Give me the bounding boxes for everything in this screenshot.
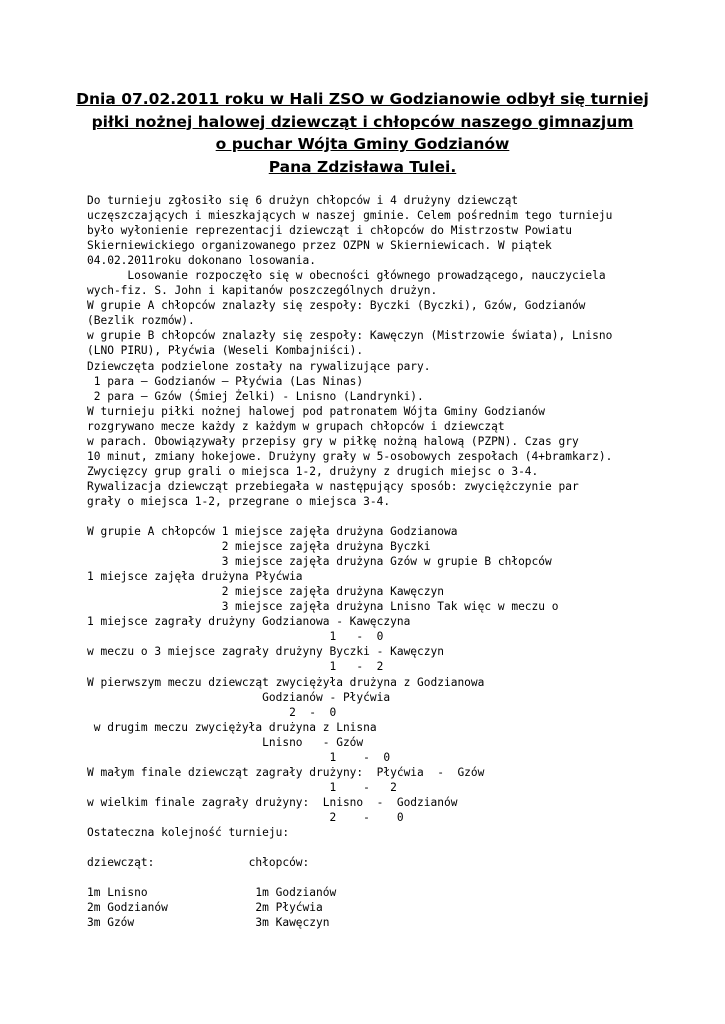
body-line: rozgrywano mecze każdy z każdym w grupach chłopców i dziewcząt — [87, 419, 505, 433]
body-line: wych-fiz. S. John i kapitanów poszczególnych drużyn. — [87, 284, 438, 298]
body-line: 2m Godzianów 2m Płyćwia — [87, 901, 323, 915]
body-line: było wyłonienie reprezentacji dziewcząt i chłopców do Mistrzostw Powiatu — [87, 224, 572, 238]
document-body — [87, 193, 717, 930]
body-line: 1 - 0 — [87, 630, 384, 644]
body-line: Ostateczna kolejność turnieju: — [87, 825, 290, 839]
body-line: 2 - 0 — [87, 705, 337, 719]
body-line: Skierniewickiego organizowanego przez OZPN w Skierniewicach. W piątek — [87, 239, 552, 253]
body-line: 1 para – Godzianów – Płyćwia (Las Ninas) — [87, 374, 364, 388]
body-line: 1m Lnisno 1m Godzianów — [87, 886, 337, 900]
body-line: w parach. Obowiązywały przepisy gry w piłkę nożną halową (PZPN). Czas gry — [87, 434, 579, 448]
body-line: uczęszczających i mieszkających w naszej gminie. Celem pośrednim tego turnieju — [87, 209, 613, 223]
body-line: W pierwszym meczu dziewcząt zwyciężyła drużyna z Godzianowa — [87, 675, 485, 689]
body-line: grały o miejsca 1-2, przegrane o miejsca 3-4. — [87, 494, 391, 508]
body-line: Zwycięzcy grup grali o miejsca 1-2, drużyny z drugich miejsc o 3-4. — [87, 464, 539, 478]
title-line: piłki nożnej halowej dziewcząt i chłopców naszego gimnazjum — [91, 112, 634, 131]
body-line: 2 miejsce zajęła drużyna Byczki — [87, 540, 431, 554]
body-line: 1 - 0 — [87, 750, 391, 764]
body-line: (Bezlik rozmów). — [87, 314, 195, 328]
document-title — [40, 88, 685, 178]
body-line: w wielkim finale zagrały drużyny: Lnisno - Godzianów — [87, 795, 458, 809]
body-line: 1 - 2 — [87, 660, 384, 674]
body-line: 10 minut, zmiany hokejowe. Drużyny grały w 5-osobowych zespołach (4+bramkarz). — [87, 449, 613, 463]
body-line — [87, 840, 717, 855]
body-line — [87, 870, 717, 885]
body-line: Dziewczęta podzielone zostały na rywalizujące pary. — [87, 359, 431, 373]
body-line: w grupie B chłopców znalazły się zespoły: Kawęczyn (Mistrzowie świata), Lnisno — [87, 329, 613, 343]
body-line: Rywalizacja dziewcząt przebiegała w następujący sposób: zwyciężczynie par — [87, 479, 579, 493]
body-line: Godzianów - Płyćwia — [87, 690, 391, 704]
title-line: Pana Zdzisława Tulei. — [268, 157, 457, 176]
body-line: 2 - 0 — [87, 810, 404, 824]
body-line: W grupie A chłopców znalazły się zespoły: Byczki (Byczki), Gzów, Godzianów — [87, 299, 586, 313]
body-line: Do turnieju zgłosiło się 6 drużyn chłopców i 4 drużyny dziewcząt — [87, 194, 519, 207]
body-line: w meczu o 3 miejsce zagrały drużyny Byczki - Kawęczyn — [87, 645, 444, 659]
body-line: 3m Gzów 3m Kawęczyn — [87, 916, 330, 930]
body-line: Lnisno - Gzów — [87, 735, 364, 749]
body-line: 04.02.2011roku dokonano losowania. — [87, 254, 317, 268]
body-line: W turnieju piłki nożnej halowej pod patronatem Wójta Gminy Godzianów — [87, 404, 546, 418]
body-line: dziewcząt: chłopców: — [87, 856, 310, 870]
title-line: o puchar Wójta Gminy Godzianów — [215, 135, 510, 153]
body-line: W małym finale dziewcząt zagrały drużyny: Płyćwia - Gzów — [87, 765, 485, 779]
body-line: 3 miejsce zajęła drużyna Gzów w grupie B chłopców — [87, 555, 552, 569]
body-line — [87, 509, 717, 524]
body-line: 1 miejsce zagrały drużyny Godzianowa - Kawęczyna — [87, 615, 411, 629]
body-line: 3 miejsce zajęła drużyna Lnisno Tak więc w meczu o — [87, 600, 559, 614]
body-line: 1 miejsce zajęła drużyna Płyćwia — [87, 570, 303, 584]
body-line: 1 - 2 — [87, 780, 397, 794]
body-line: 2 para – Gzów (Śmiej Żelki) - Lnisno (Landrynki). — [87, 389, 424, 403]
body-line: 2 miejsce zajęła drużyna Kawęczyn — [87, 585, 444, 599]
title-line: Dnia 07.02.2011 roku w Hali ZSO w Godzianowie odbył się turniej — [76, 90, 649, 108]
body-line: Losowanie rozpoczęło się w obecności głównego prowadzącego, nauczyciela — [87, 269, 606, 283]
body-line: (LNO PIRU), Płyćwia (Weseli Kombajniści). — [87, 344, 364, 358]
body-line: W grupie A chłopców 1 miejsce zajęła drużyna Godzianowa — [87, 525, 458, 539]
body-line: w drugim meczu zwyciężyła drużyna z Lnisna — [87, 720, 377, 734]
